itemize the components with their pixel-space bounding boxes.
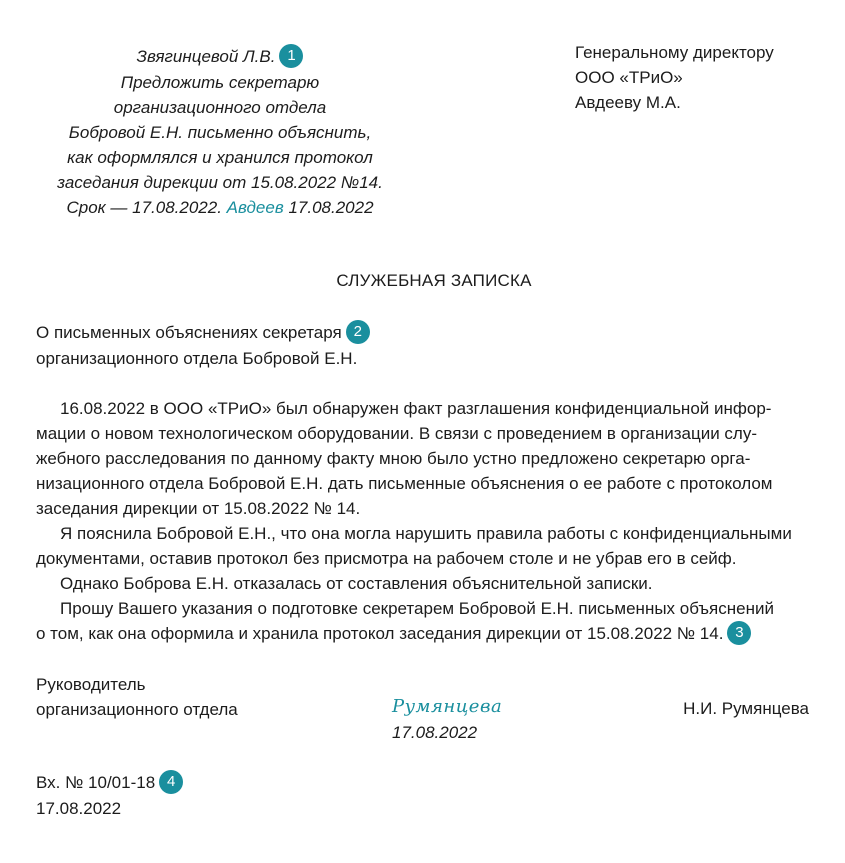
- resolution-line: Бобровой Е.Н. письменно объяснить,: [68, 122, 372, 142]
- resolution-line: Предложить секретарю: [120, 72, 320, 92]
- resolution-deadline: Срок — 17.08.2022.: [66, 197, 222, 217]
- resolution-line: организационного отдела: [113, 97, 327, 117]
- addressee-line: Генеральному директору: [575, 43, 774, 62]
- subject-line: организационного отдела Бобровой Е.Н.: [36, 348, 358, 368]
- body-line: о том, как она оформила и хранила протокол заседания дирекции от 15.08.2022 № 14.: [36, 624, 724, 643]
- resolution-line: как оформлялся и хранился протокол: [67, 147, 373, 167]
- incoming-number: Вх. № 10/01-18: [36, 773, 156, 792]
- marker-3-badge: 3: [727, 621, 751, 645]
- addressee-block: [575, 40, 774, 115]
- resolution-line: Звягинцевой Л.В.: [136, 47, 276, 66]
- addressee-line: ООО «ТРиО»: [575, 68, 683, 87]
- incoming-date: 17.08.2022: [36, 798, 122, 818]
- marker-1-badge: 1: [279, 44, 303, 68]
- body-line: заседания дирекции от 15.08.2022 № 14.: [36, 499, 361, 518]
- body-line: жебного расследования по данному факту мною было устно предложено секретарю орга-: [36, 449, 751, 468]
- signature-position: [36, 672, 238, 722]
- resolution-line: заседания дирекции от 15.08.2022 №14.: [57, 172, 383, 192]
- addressee-line: Авдееву М.А.: [575, 93, 681, 112]
- body-line: мации о новом технологическом оборудовании. В связи с проведением в организации слу-: [36, 424, 757, 443]
- body-line: Однако Боброва Е.Н. отказалась от составления объяснительной записки.: [60, 574, 653, 593]
- marker-2-badge: 2: [346, 320, 370, 344]
- document-title: СЛУЖЕБНАЯ ЗАПИСКА: [336, 271, 532, 290]
- subject-line: О письменных объяснениях секретаря: [36, 323, 342, 342]
- body-line: Я пояснила Бобровой Е.Н., что она могла нарушить правила работы с конфиденциальными: [60, 524, 792, 543]
- body-line: 16.08.2022 в ООО «ТРиО» был обнаружен факт разглашения конфиденциальной инфор-: [60, 399, 772, 418]
- marker-4-badge: 4: [159, 770, 183, 794]
- body-line: низационного отдела Бобровой Е.Н. дать письменные объяснения о ее работе с протоколом: [36, 474, 773, 493]
- resolution-signature-date: 17.08.2022: [288, 197, 374, 217]
- memo-body: [36, 396, 810, 647]
- incoming-registration: [36, 770, 183, 821]
- resolution-block: [40, 44, 400, 220]
- body-line: Прошу Вашего указания о подготовке секретарем Бобровой Е.Н. письменных объяснений: [60, 599, 774, 618]
- body-line: документами, оставив протокол без присмотра на рабочем столе и не убрав его в сейф.: [36, 549, 737, 568]
- position-line: Руководитель: [36, 675, 146, 694]
- resolution-signature: Авдеев: [226, 197, 284, 217]
- handwritten-signature: Румянцева: [392, 696, 503, 717]
- signer-name: Н.И. Румянцева: [683, 699, 809, 718]
- signature-date: 17.08.2022: [392, 723, 478, 742]
- position-line: организационного отдела: [36, 700, 238, 719]
- subject-block: [36, 320, 370, 371]
